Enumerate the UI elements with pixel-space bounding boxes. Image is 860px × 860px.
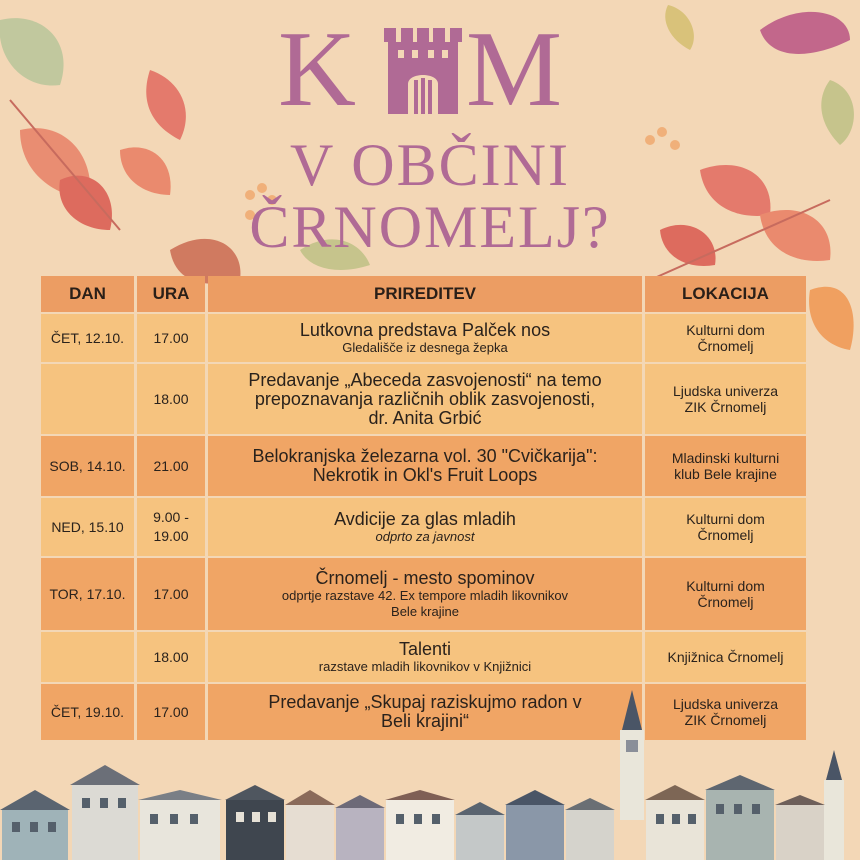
event-title: Avdicije za glas mladih <box>334 508 516 529</box>
event-title-line-2: Beli krajini“ <box>380 711 470 731</box>
row-event <box>208 314 642 362</box>
table-row <box>41 632 806 682</box>
location-line-2: klub Bele krajine <box>674 466 777 482</box>
houses <box>0 765 825 860</box>
event-title: Talenti <box>398 638 452 659</box>
row-time: 17.00 <box>137 314 205 362</box>
event-title-line-1: Predavanje „Abeceda zasvojenosti“ na temo <box>248 369 602 390</box>
title-line-2: V OBČINI <box>290 132 570 198</box>
event-title: Črnomelj - mesto spominov <box>315 567 535 588</box>
row-day <box>41 632 134 682</box>
row-day: ČET, 19.10. <box>41 684 134 740</box>
time-line-2: 19.00 <box>153 528 189 544</box>
castle-tower-icon <box>384 28 462 114</box>
event-subtitle: odprto za javnost <box>375 528 475 544</box>
row-location <box>645 364 806 434</box>
table-row <box>41 314 806 362</box>
location-line-1: Kulturni dom <box>686 322 765 338</box>
row-event <box>208 436 642 496</box>
row-day: SOB, 14.10. <box>41 436 134 496</box>
table-row <box>41 436 806 496</box>
row-day <box>41 364 134 434</box>
row-time: 17.00 <box>137 558 205 630</box>
location-line-1: Ljudska univerza <box>672 696 779 712</box>
row-event <box>208 558 642 630</box>
location-line-2: Črnomelj <box>697 338 754 354</box>
row-location <box>645 436 806 496</box>
row-location <box>645 498 806 556</box>
table-row <box>41 558 806 630</box>
title-k: K <box>278 10 356 129</box>
event-subtitle-line-1: odprtje razstave 42. Ex tempore mladih likovnikov <box>281 587 569 603</box>
location-line-1: Kulturni dom <box>686 578 765 594</box>
location-line-1: Kulturni dom <box>686 511 765 527</box>
row-time: 18.00 <box>137 364 205 434</box>
title-m: M <box>466 10 563 129</box>
row-location <box>645 314 806 362</box>
row-time: 17.00 <box>137 684 205 740</box>
table-header <box>41 276 806 312</box>
header-prireditev: PRIREDITEV <box>208 276 642 312</box>
event-subtitle-line-2: Bele krajine <box>391 603 459 619</box>
table-row <box>41 364 806 434</box>
title-line-3: ČRNOMELJ? <box>249 194 611 260</box>
row-event <box>208 498 642 556</box>
row-time: 18.00 <box>137 632 205 682</box>
location-line-2: ZIK Črnomelj <box>684 399 767 415</box>
event-subtitle: razstave mladih likovnikov v Knjižnici <box>318 658 532 674</box>
location-line-1: Ljudska univerza <box>672 383 779 399</box>
event-title-line-2: Nekrotik in Okl's Fruit Loops <box>312 465 538 485</box>
event-title-line-2: prepoznavanja različnih oblik zasvojenosti, <box>254 388 596 409</box>
row-event <box>208 364 642 434</box>
location-line-2: Črnomelj <box>697 594 754 610</box>
row-day: TOR, 17.10. <box>41 558 134 630</box>
town-skyline-illustration <box>0 690 860 860</box>
row-event <box>208 632 642 682</box>
location-line-1: Mladinski kulturni <box>671 450 780 466</box>
header-lokacija: LOKACIJA <box>645 276 806 312</box>
row-day: ČET, 12.10. <box>41 314 134 362</box>
event-subtitle: Gledališče iz desnega žepka <box>342 339 508 355</box>
row-location <box>645 558 806 630</box>
leaf-orange-right <box>809 287 854 350</box>
header-ura: URA <box>137 276 205 312</box>
church-spire-right <box>824 750 844 860</box>
table-row <box>41 498 806 556</box>
event-title-line-1: Belokranjska železarna vol. 30 "Cvičkarija": <box>252 446 598 466</box>
row-location <box>645 632 806 682</box>
row-time: 21.00 <box>137 436 205 496</box>
location-line-2: ZIK Črnomelj <box>684 712 767 728</box>
event-title-line-3: dr. Anita Grbić <box>368 407 482 428</box>
row-day: NED, 15.10 <box>41 498 134 556</box>
church-spire-left <box>620 690 644 820</box>
header-dan: DAN <box>41 276 134 312</box>
event-title-line-1: Predavanje „Skupaj raziskujmo radon v <box>268 692 582 712</box>
time-line-1: 9.00 - <box>153 509 189 525</box>
event-title: Lutkovna predstava Palček nos <box>299 319 551 340</box>
location-line-1: Knjižnica Črnomelj <box>667 649 784 665</box>
location-line-2: Črnomelj <box>697 527 754 543</box>
row-time <box>137 498 205 556</box>
